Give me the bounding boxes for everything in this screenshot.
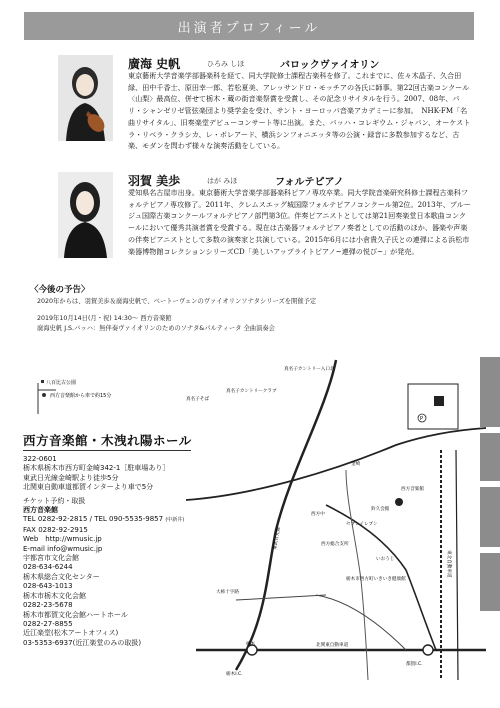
performer-name: 廣海 史帆: [128, 57, 181, 71]
postal-code: 322-0601: [23, 455, 57, 463]
performer-kana: はが みほ: [207, 177, 238, 185]
fax: FAX 0282-92-2915: [23, 525, 88, 534]
map-label: 東武日光線: [273, 526, 282, 551]
performer-photo-haga: [58, 172, 113, 258]
map-label: 栃木I.C.: [226, 672, 243, 677]
performer-role: バロックヴァイオリン: [280, 60, 380, 71]
section-title: 出演者プロフィール: [177, 20, 321, 36]
side-tab: [480, 433, 500, 481]
org-name: 西方音楽館: [23, 506, 58, 515]
outlet-name: 栃木市都賀文化会館ハートホール: [23, 610, 128, 619]
venue-title: 西方音楽館・木洩れ陽ホール: [23, 433, 192, 448]
access-line: 東武日光線金崎駅より徒歩5分: [23, 473, 119, 482]
performer-bio: 東京藝術大学音楽学部器楽科を経て、同大学院修士課程古楽科を修了。これまでに、佐々木晶子、久合田緑、田中千香士、原田幸一郎、若松夏美、アレッサンドロ・モッチアの各氏に師事。第22回古楽コンクール〈山梨〉最高位、併せて栃木・蔵の街音楽祭賞を受賞し、その記念リサイタルを行う。2007、08年、パリ・シャンゼリゼ管弦楽団より奨学金を受け、サント・ヨーロッパ音楽アカデミーに参加。 NHK-FM「名曲リサイタル」、旧奏楽堂デビューコンサート等に出演。また、バッハ・コレギウム・ジャパン、オーケストラ・リベラ・クラシカ、レ・ボレアード、横浜シンフォニエッタ等の公演・録音に多数参加するなど、古楽、モダンを問わず様々な演奏活動をしている。: [128, 71, 471, 151]
map-label: 北関東自動車道: [316, 643, 349, 648]
map-label: 金崎: [351, 462, 361, 467]
map-label: 真名子そば: [186, 397, 209, 402]
tel-text: TEL 0282-92-2815 / TEL 090-5535-9857: [23, 515, 164, 524]
map-label: 真名子カントリークラブ: [226, 389, 277, 394]
tel: [23, 515, 193, 525]
performer-name: 羽賀 美歩: [128, 174, 181, 188]
tickets-heading: チケット予約・取扱: [23, 496, 86, 505]
preview-date: 2019年10月14日(月・祝) 14:30～ 西方音楽館: [37, 315, 172, 322]
email-link[interactable]: E-mail info@wmusic.jp: [23, 544, 103, 553]
section-title-band: [24, 12, 474, 40]
performer-photo-hiromi: [58, 55, 113, 141]
side-tab: [480, 553, 500, 611]
map-label: 栃木市西方町いきいき健康館: [346, 577, 406, 582]
outlet-name: 栃木県総合文化センター: [23, 572, 100, 581]
performer-role: フォルテピアノ: [275, 177, 344, 188]
map-label: 東北自動車道: [446, 550, 451, 578]
outlet-tel: 028-634-6244: [23, 563, 73, 572]
preview-program: 廣海史帆 J.S.バッハ：無伴奏ヴァイオリンのためのソナタ&パルティータ 全曲演奏会: [37, 325, 275, 332]
map-label: 大柿十字路: [216, 590, 239, 595]
map-label: 西方音楽館: [401, 487, 424, 492]
venue-map: [186, 350, 476, 680]
side-tab: [480, 357, 500, 427]
preview-text: 2020年からは、羽賀美歩＆廣海史帆で、ベートーヴェンのヴァイオリンソナタシリーズを開催予定: [37, 298, 317, 305]
inset-map: [36, 378, 156, 418]
outlet-name: 宇都宮市文化会館: [23, 554, 79, 563]
svg-text:P: P: [420, 416, 424, 422]
header-bar: [0, 0, 500, 12]
outlet-name: 近江楽堂(松木アートオフィス): [23, 629, 119, 638]
map-label: 西方音楽館から車で約15分: [50, 393, 112, 399]
divider: [23, 450, 191, 451]
map-label: 八百比古公園: [46, 380, 77, 386]
outlet-tel: 0282-23-5678: [23, 601, 73, 610]
access-line: 北関東自動車道都賀インターより車で5分: [23, 483, 154, 492]
map-label: セブンイレブン: [346, 522, 378, 527]
map-label: 都賀I.C.: [406, 662, 423, 667]
tel-note: (中新井): [165, 517, 185, 524]
map-label: 西方中: [311, 512, 325, 517]
outlet-tel: 028-643-1013: [23, 582, 73, 591]
venue-info: [23, 455, 193, 648]
web-link[interactable]: Web http://wmusic.jp: [23, 535, 102, 544]
outlet-name: 栃木市栃木文化会館: [23, 591, 86, 600]
map-label: いおうじ: [376, 557, 395, 562]
map-label: 鈴久会館: [371, 507, 390, 512]
outlet-tel: 0282-27-8855: [23, 619, 73, 628]
map-label: 真名子カントリー入口北: [284, 367, 335, 372]
bottom-stripe: [0, 697, 500, 708]
map-label: 西方総合支所: [321, 542, 349, 547]
side-tab: [480, 487, 500, 547]
performer-bio: 愛知県名古屋市出身。東京藝術大学音楽学部器楽科ピアノ専攻卒業。同大学院音楽研究科修士課程古楽科フォルテピアノ専攻修了。2011年、クレムスエッグ城国際フォルテピアノコンクール第2位。2013年、ブルージュ国際古楽コンクールフォルテピアノ部門第3位。伴奏ピアニストとしては第21回奏楽堂日本歌曲コンクールにおいて優秀共演者賞を受賞する。現在は古楽器フォルテピアノ奏者としての活動のほか、器楽や声楽の伴奏ピアニストとして多数の演奏家と共演している。2015年6月には小倉貴久子氏との連弾による浜松市楽器博物館コレクションシリーズCD「美しいアップライトピアノ~連弾の悦び~」が発売。: [128, 188, 471, 256]
address: 栃木県栃木市西方町金崎342-1［駐車場あり］: [23, 464, 170, 473]
map-label: 栃木: [246, 642, 256, 647]
outlet-tel: 03-5353-6937(近江楽堂のみの取扱): [23, 638, 142, 647]
performer-kana: ひろみ しほ: [207, 60, 245, 68]
preview-heading: 〈今後の予告〉: [30, 285, 90, 295]
